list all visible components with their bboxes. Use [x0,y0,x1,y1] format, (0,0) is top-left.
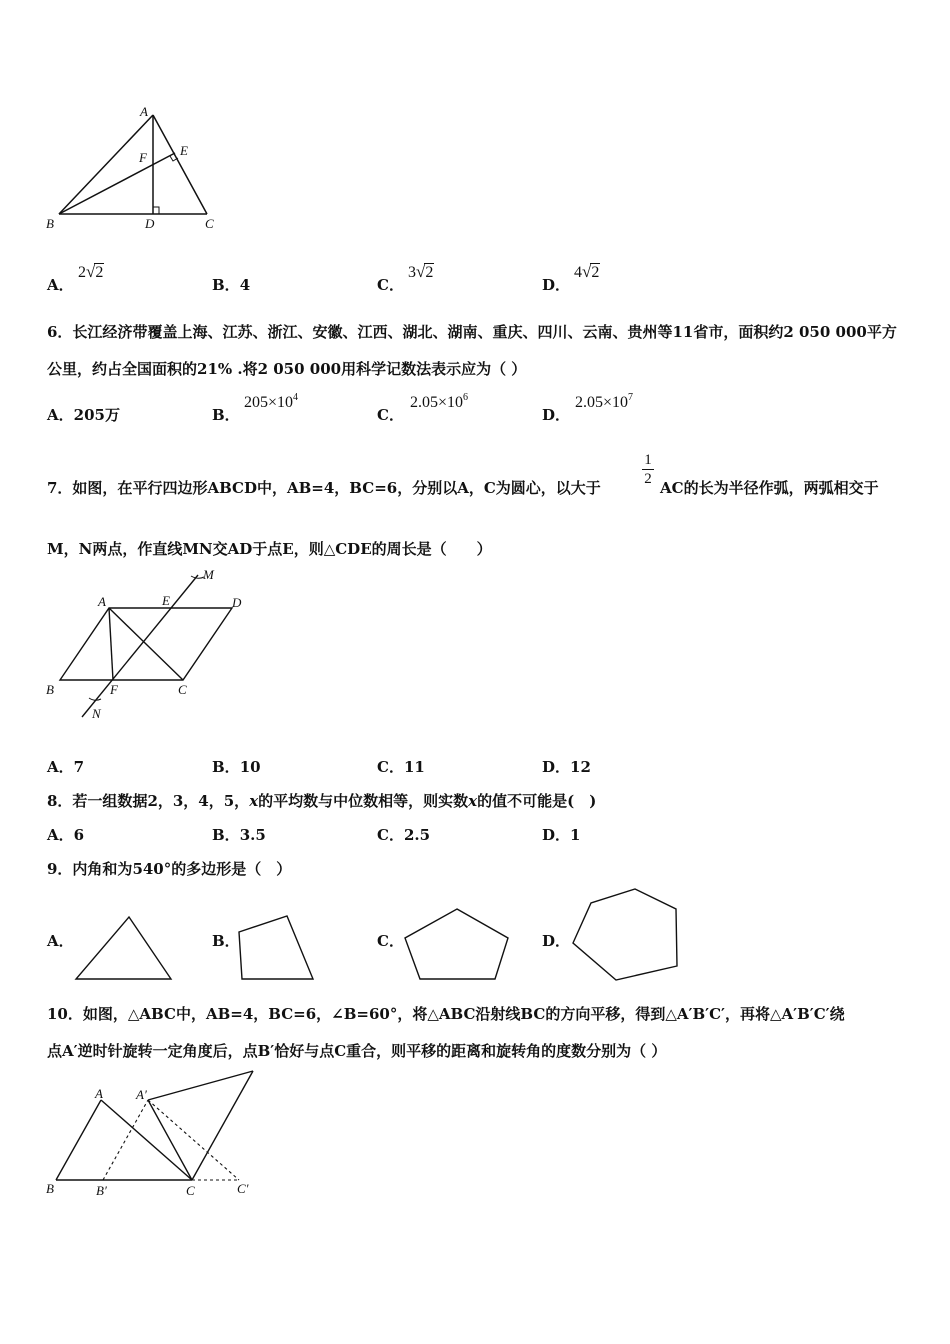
q7-label-m: M [203,567,214,582]
q7-fraction-half [642,451,654,488]
q5-option-d[interactable]: D． [542,276,571,294]
q6-option-b-value: $205\times 10^4$ [244,392,299,411]
q7-fraction-denominator: 2 [644,471,652,487]
q6-question-line2: 公里，约占全国面积的21% .将2 050 000用科学记数法表示应为（ ） [47,360,527,378]
q5-option-d-value: 4√2 [574,262,600,281]
q8-option-c[interactable]: C．2.5 [377,826,431,844]
q6-question-line1: 6．长江经济带覆盖上海、江苏、浙江、安徽、江西、湖北、湖南、重庆、四川、云南、贵州等11省市，面积约2 050 000平方 [47,323,897,341]
q9-quadrilateral-shape [233,910,323,985]
q5-label-c: C [205,216,214,231]
q7-parallelogram-figure [40,562,260,732]
q7-label-c: C [178,682,187,697]
q7-label-a: A [98,594,106,609]
q9-option-d[interactable]: D． [542,932,571,950]
q6-option-a[interactable]: A．205万 [47,406,120,424]
q5-option-a[interactable]: A． [47,276,74,294]
q7-label-e: E [162,593,170,608]
q7-label-b: B [46,682,54,697]
q7-label-f: F [110,682,118,697]
q9-question: 9．内角和为540°的多边形是（ ） [47,860,292,878]
q9-pentagon-shape [398,903,518,985]
q10-label-a: A [95,1086,103,1101]
q6-option-c[interactable]: C． [377,406,404,424]
q7-option-c[interactable]: C．11 [377,758,425,776]
q6-option-d[interactable]: D． [542,406,571,424]
q9-option-a[interactable]: A． [47,932,74,950]
q9-triangle-shape [70,910,180,985]
q6-option-b[interactable]: B． [212,406,240,424]
q8-option-a[interactable]: A．6 [47,826,85,844]
q10-question-line2: 点A′逆时针旋转一定角度后，点B′恰好与点C重合，则平移的距离和旋转角的度数分别为（ ） [47,1042,667,1060]
q5-triangle-figure [40,104,230,236]
q5-label-a: A [140,104,148,119]
q5-label-b: B [46,216,54,231]
q5-label-d: D [145,216,155,231]
q5-option-b[interactable]: B．4 [212,276,251,294]
q6-option-d-value: $2.05\times 10^7$ [575,392,634,411]
q5-label-e: E [180,143,188,158]
q7-option-a[interactable]: A．7 [47,758,85,776]
q6-option-c-value: $2.05\times 10^6$ [410,392,469,411]
q8-option-b[interactable]: B．3.5 [212,826,266,844]
q7-question-line1a: 7．如图，在平行四边形ABCD中，AB=4，BC=6，分别以A，C为圆心，以大于 [47,479,601,497]
q10-label-c: C [186,1183,195,1198]
q10-label-c-prime: C′ [237,1181,249,1196]
q9-option-b[interactable]: B． [212,932,240,950]
q10-label-b: B [46,1181,54,1196]
q10-translation-rotation-figure [40,1065,270,1205]
q5-option-a-value: 2√2 [78,262,104,281]
q8-option-d[interactable]: D．1 [542,826,581,844]
q7-question-line1b: AC的长为半径作弧，两弧相交于 [660,479,879,497]
q5-option-c[interactable]: C． [377,276,404,294]
q9-hexagon-shape [565,883,685,985]
q10-question-line1: 10．如图，△ABC中，AB=4，BC=6，∠B=60°，将△ABC沿射线BC的方向平移，得到△A′B′C′，再将△A′B′C′绕 [47,1005,845,1023]
q5-option-c-value: 3√2 [408,262,434,281]
q10-label-a-prime: A′ [136,1087,147,1102]
q7-option-b[interactable]: B．10 [212,758,261,776]
q5-label-f: F [139,150,147,165]
q8-question: 8．若一组数据2，3，4，5，x的平均数与中位数相等，则实数x的值不可能是( ) [47,792,597,810]
q7-fraction-numerator: 1 [642,451,654,470]
q10-label-b-prime: B′ [96,1183,107,1198]
q7-option-d[interactable]: D．12 [542,758,591,776]
q7-label-n: N [92,706,101,721]
q9-option-c[interactable]: C． [377,932,404,950]
q7-label-d: D [232,595,242,610]
q7-question-line2: M，N两点，作直线MN交AD于点E，则△CDE的周长是（ ） [47,540,492,558]
